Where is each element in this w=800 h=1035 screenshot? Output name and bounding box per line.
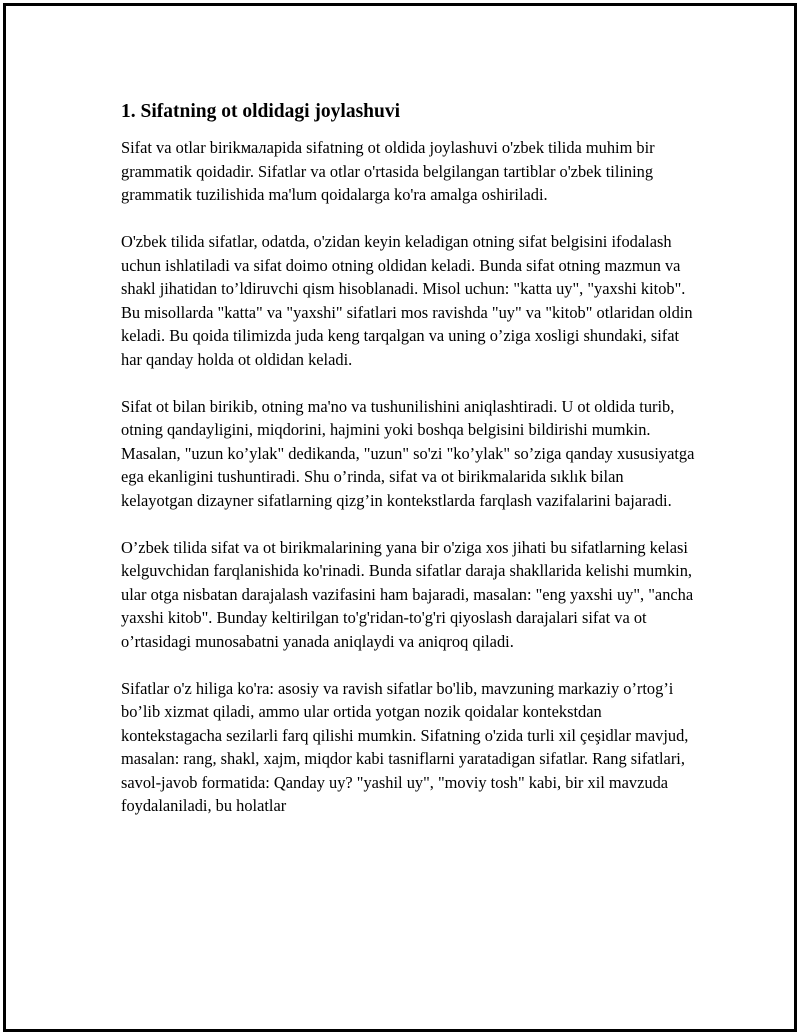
document-body xyxy=(121,100,696,841)
page-frame xyxy=(3,3,797,1032)
paragraph-5: Sifatlar o'z hiliga ko'ra: asosiy va ravish sifatlar bo'lib, mavzuning markaziy o’rtog’i bo’lib xizmat qiladi, ammo ular ortida yotgan nozik qoidalar kontekstdan kontekstagacha sezilarli farq qilishi mumkin. Sifatning o'zida turli xil çeşidlar mavjud, masalan: rang, shakl, xajm, miqdor kabi tasniflarni yaratadigan sifatlar. Rang sifatlari, savol-javob formatida: Qanday uy? "yashil uy", "moviy tosh" kabi, bir xil mavzuda foydalaniladi, bu holatlar xyxy=(121,678,689,815)
paragraph-4: O’zbek tilida sifat va ot birikmalarining yana bir o'ziga xos jihati bu sifatlarning kelasi kelguvchidan farqlanishida ko'rinadi. Bunda sifatlar daraja shakllarida kelishi mumkin, ular otga nisbatan darajalash vazifasini ham bajaradi, masalan: "eng yaxshi uy", "ancha yaxshi kitob". Bunday keltirilgan to'g'ridan-to'g'ri qiyoslash darajalari sifat va ot o’rtasidagi munosabatni yanada aniqlaydi va aniqroq qiladi. xyxy=(121,537,694,651)
section-heading: 1. Sifatning ot oldidagi joylashuvi xyxy=(121,101,401,122)
paragraph-2: O'zbek tilida sifatlar, odatda, o'zidan keyin keladigan otning sifat belgisini ifodalash uchun ishlatiladi va sifat doimo otning oldidan keladi. Bunda sifat otning mazmun va shakl jihatidan to’ldiruvchi qism hisoblanadi. Misol uchun: "katta uy", "yaxshi kitob". Bu misollarda "katta" va "yaxshi" sifatlari mos ravishda "uy" va "kitob" otlaridan oldin keladi. Bu qoida tilimizda juda keng tarqalgan va uning o’ziga xosligi shundaki, sifat har qanday holda ot oldidan keladi. xyxy=(121,232,693,369)
paragraph-3: Sifat ot bilan birikib, otning ma'no va tushunilishini aniqlashtiradi. U ot oldida turib, otning qandayligini, miqdorini, hajmini yoki boshqa belgisini bildirishi mumkin. Masalan, "uzun ko’ylak" dedikanda, "uzun" so'zi "ko’ylak" so’ziga qanday xususiyatga ega ekanligini tushuntiradi. Shu o’rinda, sifat va ot birikmalarida sıklık bilan kelayotgan dizayner sifatlarning qizg’in kontekstlarda farqlash vazifalarini bajaradi. xyxy=(121,396,695,510)
paragraph-1: Sifat va otlar birikмаларida sifatning ot oldida joylashuvi o'zbek tilida muhim bir grammatik qoidadir. Sifatlar va otlar o'rtasida belgilangan tartiblar o'zbek tilining grammatik tuzilishida ma'lum qoidalarga ko'ra amalga oshiriladi. xyxy=(121,138,655,204)
